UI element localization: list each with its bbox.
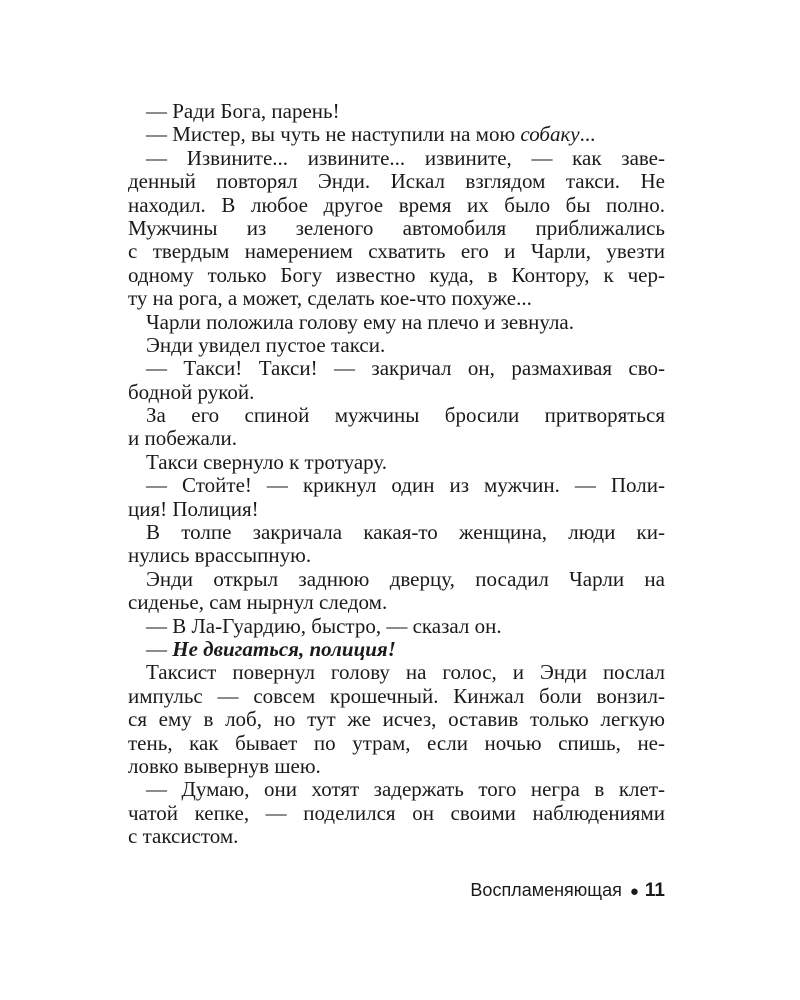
italic-emphasis: собаку (520, 122, 580, 147)
text-line (128, 685, 665, 708)
text-line-content: сиденье, сам нырнул следом. (128, 590, 388, 615)
text-line (128, 474, 665, 497)
page-number: 11 (644, 880, 665, 901)
text-line (128, 498, 665, 521)
text-line (128, 755, 665, 778)
text-line-content: тень, как бывает по утрам, если ночью спишь, не- (128, 730, 665, 755)
text-line-tail: ... (579, 122, 596, 147)
body-text (128, 100, 665, 849)
text-line (128, 778, 665, 801)
text-line (128, 311, 665, 334)
text-line-content: — (146, 636, 173, 661)
text-line-content: — Мистер, вы чуть не наступили на мою (146, 122, 521, 147)
text-line (128, 544, 665, 567)
italic-emphasis: Не двигаться, полиция! (172, 636, 396, 661)
text-line-content: с твердым намерением схватить его и Чарли, увезти (128, 239, 665, 264)
text-line (128, 100, 665, 123)
text-line (128, 427, 665, 450)
text-line (128, 381, 665, 404)
text-line (128, 825, 665, 848)
text-line (128, 802, 665, 825)
text-line-content: и побежали. (128, 426, 237, 451)
text-line-content: чатой кепке, — поделился он своими наблюдениями (128, 800, 665, 825)
text-line-content: денный повторял Энди. Искал взглядом такси. Не (128, 169, 665, 194)
text-line-content: — Ради Бога, парень! (146, 99, 340, 123)
text-line (128, 615, 665, 638)
text-line (128, 661, 665, 684)
text-line (128, 568, 665, 591)
text-line-content: — Такси! Такси! — закричал он, размахивая сво- (146, 356, 665, 381)
text-line (128, 708, 665, 731)
text-line-content: бодной рукой. (128, 379, 255, 404)
text-line-content: одному только Богу известно куда, в Контору, к чер- (128, 262, 665, 287)
text-line (128, 147, 665, 170)
text-line-content: Такси свернуло к тротуару. (146, 449, 388, 474)
text-line-content: Энди увидел пустое такси. (146, 332, 386, 357)
text-line-content: Мужчины из зеленого автомобиля приближались (128, 215, 665, 240)
text-line (128, 194, 665, 217)
text-line (128, 264, 665, 287)
text-line-content: ция! Полиция! (128, 496, 259, 521)
text-line-content: — В Ла-Гуардию, быстро, — сказал он. (146, 613, 502, 638)
text-line (128, 217, 665, 240)
text-line (128, 404, 665, 427)
text-line (128, 521, 665, 544)
text-line (128, 287, 665, 310)
text-line-content: В толпе закричала какая-то женщина, люди ки- (146, 520, 665, 545)
text-line (128, 591, 665, 614)
book-title: Воспламеняющая (470, 880, 622, 900)
text-line (128, 357, 665, 380)
text-line-content: ся ему в лоб, но тут же исчез, оставив только легкую (128, 707, 665, 732)
running-footer (420, 880, 665, 902)
text-line-content: — Извините... извините... извините, — как заве- (146, 145, 665, 170)
text-line-content: Чарли положила голову ему на плечо и зевнула. (146, 309, 574, 334)
text-line-content: — Стойте! — крикнул один из мужчин. — Поли- (146, 473, 665, 498)
text-line-content: За его спиной мужчины бросили притворяться (146, 403, 665, 428)
text-line-content: — Думаю, они хотят задержать того негра в клет- (146, 777, 665, 802)
text-line-content: с таксистом. (128, 824, 239, 849)
text-line (128, 240, 665, 263)
bullet-icon: ● (629, 883, 639, 900)
text-line-content: ту на рога, а может, сделать кое-что похуже... (128, 286, 532, 311)
text-line (128, 638, 665, 661)
text-line (128, 123, 665, 146)
text-line-content: Энди открыл заднюю дверцу, посадил Чарли на (146, 566, 665, 591)
text-line-content: ловко вывернув шею. (128, 753, 321, 778)
text-line (128, 334, 665, 357)
text-line (128, 732, 665, 755)
text-line-content: Таксист повернул голову на голос, и Энди послал (146, 660, 665, 685)
text-line-content: находил. В любое другое время их было бы полно. (128, 192, 665, 217)
text-line-content: нулись врассыпную. (128, 543, 312, 568)
text-line (128, 451, 665, 474)
text-line (128, 170, 665, 193)
text-line-content: импульс — совсем крошечный. Кинжал боли вонзил- (128, 683, 665, 708)
